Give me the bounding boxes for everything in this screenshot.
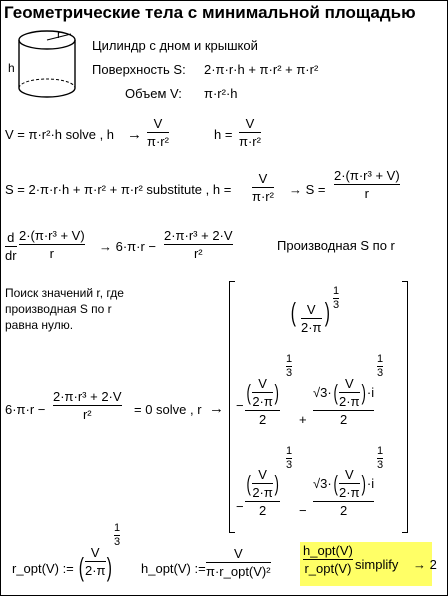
ratio-result: → 2 [413, 557, 437, 572]
matrix-r3-exponent-b [377, 446, 383, 471]
fraction-denominator: 2 [258, 412, 267, 427]
cylinder-desc: Цилиндр с дном и крышкой [92, 38, 258, 53]
ratio-simplify: simplify [355, 557, 399, 572]
hopt-definition[interactable]: h_opt(V) := [141, 561, 206, 576]
exponent-numerator: 1 [377, 445, 384, 457]
fraction-numerator: V [90, 545, 100, 560]
exponent-denominator: 3 [286, 459, 293, 471]
exponent-denominator: 3 [333, 299, 340, 311]
volume-expr: π·r²·h [204, 86, 238, 101]
open-paren: ( [246, 379, 251, 405]
h-def-value [239, 117, 261, 148]
substitute-arrow: → S = [289, 182, 326, 197]
page-title: Геометрические тела с минимальной площадью [4, 3, 416, 22]
volume-label: Объем V: [125, 86, 182, 101]
matrix-r1-exponent [333, 286, 339, 311]
fraction-numerator: V [245, 116, 255, 131]
ropt-exponent [114, 523, 120, 548]
matrix-r1-fraction [301, 303, 322, 334]
derivative-result [164, 229, 233, 260]
fraction-denominator: 2·π [252, 394, 273, 409]
fraction-numerator: 2·π·r³ + 2·V [53, 389, 122, 404]
ratio-fraction [303, 544, 353, 575]
matrix-r2-exponent-a [286, 354, 292, 379]
exponent-denominator: 3 [286, 367, 293, 379]
fraction-denominator: π·r² [239, 134, 261, 149]
solve-h-result [147, 117, 169, 148]
substitute-value [252, 172, 274, 203]
fraction-numerator: V [258, 171, 268, 186]
matrix-r3-term-b [313, 468, 374, 517]
cylinder-illustration [7, 26, 79, 104]
term-a-numerator [245, 377, 280, 408]
fraction-denominator: r [364, 186, 369, 201]
fraction-denominator: 2 [339, 503, 348, 518]
search-note-line2: производная S по r [5, 302, 112, 316]
fraction-denominator: π·r² [147, 134, 169, 149]
fraction-denominator: r [49, 246, 54, 261]
ropt-open-paren: ( [78, 552, 84, 582]
term-a-numerator [245, 468, 280, 499]
substitute-expr[interactable]: S = 2·π·r·h + π·r² + π·r² substitute , h = [5, 182, 232, 197]
fraction-numerator: V [258, 467, 267, 482]
matrix-r2-minus: − [236, 398, 244, 413]
solve-r-prefix[interactable]: 6·π·r − [5, 402, 46, 417]
solve-h-expr[interactable]: V = π·r²·h solve , h [5, 127, 115, 142]
matrix-r1-close-paren: ) [324, 297, 330, 327]
fraction-denominator: 2·π [252, 485, 273, 500]
inner-fraction [252, 468, 273, 499]
derivative-note: Производная S по r [277, 238, 395, 253]
matrix-r1-open-paren: ( [290, 297, 296, 327]
inner-fraction [339, 377, 360, 408]
fraction-numerator: V [344, 376, 354, 391]
solve-r-suffix: = 0 solve , r [134, 402, 202, 417]
surface-expr: 2·π·r·h + π·r² + π·r² [204, 62, 319, 77]
matrix-r2-exponent-b [377, 354, 383, 379]
fraction-denominator: 2·π [339, 485, 360, 500]
open-paren: ( [333, 470, 338, 496]
fraction-denominator: r_opt(V) [304, 561, 352, 576]
sqrt3: √3· [313, 385, 332, 400]
close-paren: ) [361, 379, 366, 405]
fraction-numerator: V [233, 546, 243, 561]
exponent-denominator: 3 [377, 459, 384, 471]
matrix-r3-minus-mid: − [299, 503, 307, 518]
close-paren: ) [361, 470, 366, 496]
matrix-r3-minus: − [236, 499, 244, 514]
cylinder-height-label: h [8, 61, 15, 75]
solve-h-arrow: → [127, 126, 142, 143]
matrix-r2-term-a [245, 377, 280, 426]
ropt-fraction [85, 546, 106, 577]
cylinder-radius-label: r [57, 27, 61, 41]
matrix-r2-plus: + [299, 412, 307, 427]
fraction-denominator: 2·π [339, 394, 360, 409]
sqrt3: √3· [313, 476, 332, 491]
derivative-operator [5, 231, 17, 262]
exponent-numerator: 1 [114, 522, 121, 534]
derivative-arg[interactable] [19, 229, 85, 260]
open-paren: ( [333, 379, 338, 405]
inner-fraction [339, 468, 360, 499]
fraction-numerator: V [344, 467, 354, 482]
inner-fraction [252, 377, 273, 408]
fraction-numerator: V [258, 376, 267, 391]
search-note-line3: равна нулю. [5, 318, 74, 332]
exponent-denominator: 3 [114, 536, 121, 548]
close-paren: ) [274, 379, 279, 405]
hopt-fraction [206, 547, 271, 578]
exponent-numerator: 1 [286, 353, 293, 365]
search-note-line1: Поиск значений r, где [5, 286, 124, 300]
surface-result [334, 169, 400, 200]
derivative-arrow: → 6·π·r − [99, 239, 157, 254]
fraction-numerator: V [306, 302, 316, 317]
fraction-denominator: π·r² [252, 189, 274, 204]
matrix-left-bracket [229, 281, 235, 533]
fraction-denominator: dr [5, 248, 17, 263]
fraction-denominator: r² [82, 407, 92, 422]
matrix-r3-exponent-a [286, 446, 292, 471]
fraction-denominator: π·r_opt(V)² [206, 564, 271, 579]
solve-r-arrow: → [209, 400, 224, 417]
surface-label: Поверхность S: [92, 62, 186, 77]
exponent-numerator: 1 [333, 285, 340, 297]
exponent-numerator: 1 [286, 445, 293, 457]
matrix-r3-term-a [245, 468, 280, 517]
fraction-numerator: d [7, 230, 15, 245]
fraction-numerator: 2·(π·r³ + V) [19, 228, 85, 243]
h-def-label: h = [214, 127, 233, 142]
fraction-numerator: 2·(π·r³ + V) [334, 168, 400, 183]
fraction-denominator: 2·π [301, 320, 322, 335]
fraction-denominator: 2 [339, 412, 348, 427]
term-b-numerator [313, 468, 374, 499]
term-b-numerator [313, 377, 374, 408]
fraction-denominator: 2·π [85, 563, 106, 578]
matrix-r2-term-b [313, 377, 374, 426]
fraction-numerator: h_opt(V) [303, 543, 353, 558]
open-paren: ( [246, 470, 251, 496]
fraction-numerator: V [153, 116, 163, 131]
fraction-denominator: r² [193, 246, 203, 261]
fraction-denominator: 2 [258, 503, 267, 518]
fraction-numerator: 2·π·r³ + 2·V [164, 228, 233, 243]
ropt-close-paren: ) [106, 552, 112, 582]
ropt-definition[interactable]: r_opt(V) := [12, 561, 74, 576]
imag-suffix: ·i [366, 476, 375, 491]
exponent-denominator: 3 [377, 367, 384, 379]
exponent-numerator: 1 [377, 353, 384, 365]
close-paren: ) [274, 470, 279, 496]
imag-suffix: ·i [366, 385, 375, 400]
matrix-right-bracket [402, 281, 408, 533]
solve-r-fraction [53, 390, 122, 421]
